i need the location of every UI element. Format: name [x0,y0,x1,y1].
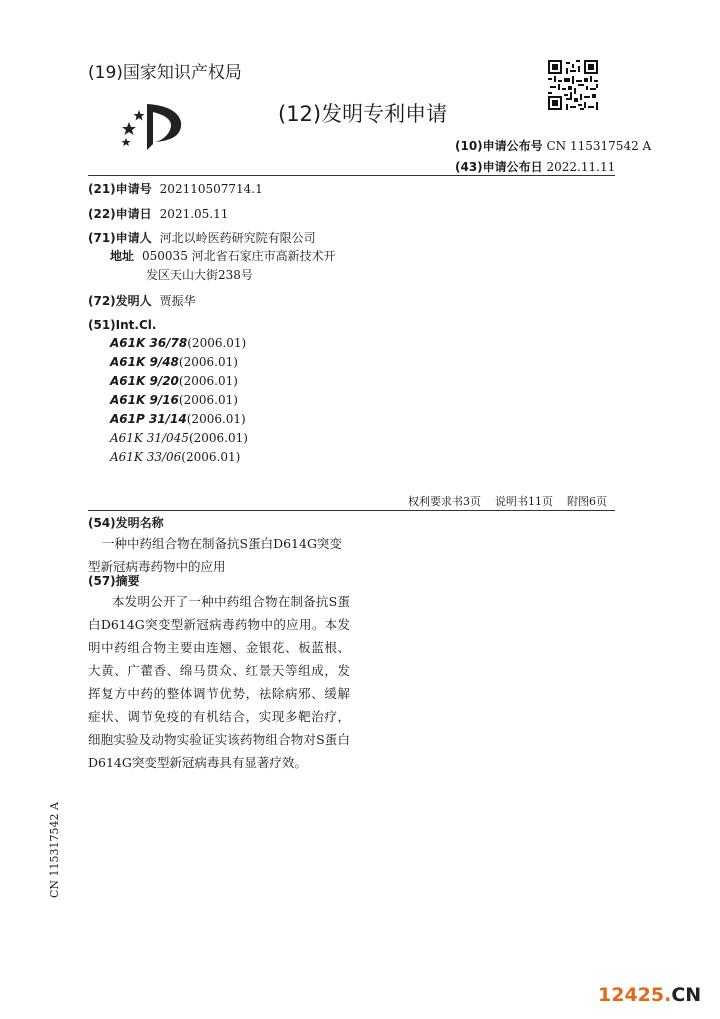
inventor-name: 贾振华 [159,294,196,308]
ipc-version: (2006.01) [178,374,238,388]
invention-title: 一种中药组合物在制备抗S蛋白D614G突变型新冠病毒药物中的应用 [88,536,342,574]
ipc-entry [110,336,246,350]
ipc-entry [110,374,238,388]
application-number: 202110507714.1 [159,182,263,196]
abstract-label [88,572,140,589]
side-publication-number: CN 115317542 A [48,802,61,898]
ipc-version: (2006.01) [181,450,241,464]
ipc-entry [110,412,246,426]
publication-number: CN 115317542 A [546,139,652,153]
header-divider [88,175,615,176]
abstract-label-text: (57)摘要 [88,574,140,588]
ipc-code: A61K 9/16 [110,393,179,407]
title-label [88,514,164,531]
ipc-code: A61P 31/14 [110,412,187,426]
ipc-code: A61K 31/045 [110,431,189,445]
ipc-entry [110,355,238,369]
address-line-2: 发区天山大街238号 [146,268,253,282]
publication-number-row [455,137,651,154]
publication-date-row [455,158,615,175]
cnipa-logo-icon [117,100,187,152]
ipc-code: A61K 9/48 [110,355,179,369]
application-date-label: (22)申请日 [88,207,152,221]
applicant-name: 河北以岭医药研究院有限公司 [159,231,316,245]
application-date: 2021.05.11 [159,207,229,221]
intcl-label-text: (51)Int.Cl. [88,318,157,332]
title-label-text: (54)发明名称 [88,516,164,530]
description-pages: 说明书11页 [495,495,553,508]
address-label: 地址 [110,249,135,263]
inventor-label: (72)发明人 [88,294,152,308]
publication-number-label: (10)申请公布号 [455,139,543,153]
application-number-row [88,180,263,197]
claims-pages: 权利要求书3页 [408,495,481,508]
ipc-entry [110,393,238,407]
address-row [110,247,336,264]
abstract-text: 本发明公开了一种中药组合物在制备抗S蛋白D614G突变型新冠病毒药物中的应用。本发明中药组合物主要由连翘、金银花、板蓝根、大黄、广藿香、绵马贯众、红景天等组成，发挥复方中药的整体调节优势，祛除病邪、缓解症状、调节免疫的有机结合，实现多靶治疗，细胞实验及动物实验证实该药物组合物对S蛋白D614G突变型新冠病毒具有显著疗效。 [88,594,350,770]
application-number-label: (21)申请号 [88,182,152,196]
office-name: (19)国家知识产权局 [88,63,242,83]
intcl-label [88,318,156,332]
ipc-code: A61K 33/06 [110,450,182,464]
drawings-pages: 附图6页 [567,495,607,508]
ipc-version: (2006.01) [188,431,248,445]
ipc-code: A61K 9/20 [110,374,179,388]
qr-code-icon [548,60,598,110]
ipc-code: A61K 36/78 [110,336,188,350]
ipc-version: (2006.01) [178,393,238,407]
inventor-row [88,292,196,309]
watermark-number: 12425. [598,984,672,1006]
ipc-entry [110,450,240,464]
applicant-label: (71)申请人 [88,231,152,245]
application-date-row [88,205,228,222]
publication-date-label: (43)申请公布日 [455,160,543,174]
ipc-version: (2006.01) [186,412,246,426]
page-counts [408,493,621,509]
site-watermark [598,984,701,1006]
document-type-title: (12)发明专利申请 [278,102,448,126]
publication-date: 2022.11.11 [546,160,616,174]
address-line-1: 050035 河北省石家庄市高新技术开 [142,249,336,263]
ipc-version: (2006.01) [187,336,247,350]
section-divider [88,510,615,511]
ipc-version: (2006.01) [178,355,238,369]
applicant-row [88,229,316,246]
ipc-entry [110,431,248,445]
watermark-suffix: CN [671,984,702,1006]
